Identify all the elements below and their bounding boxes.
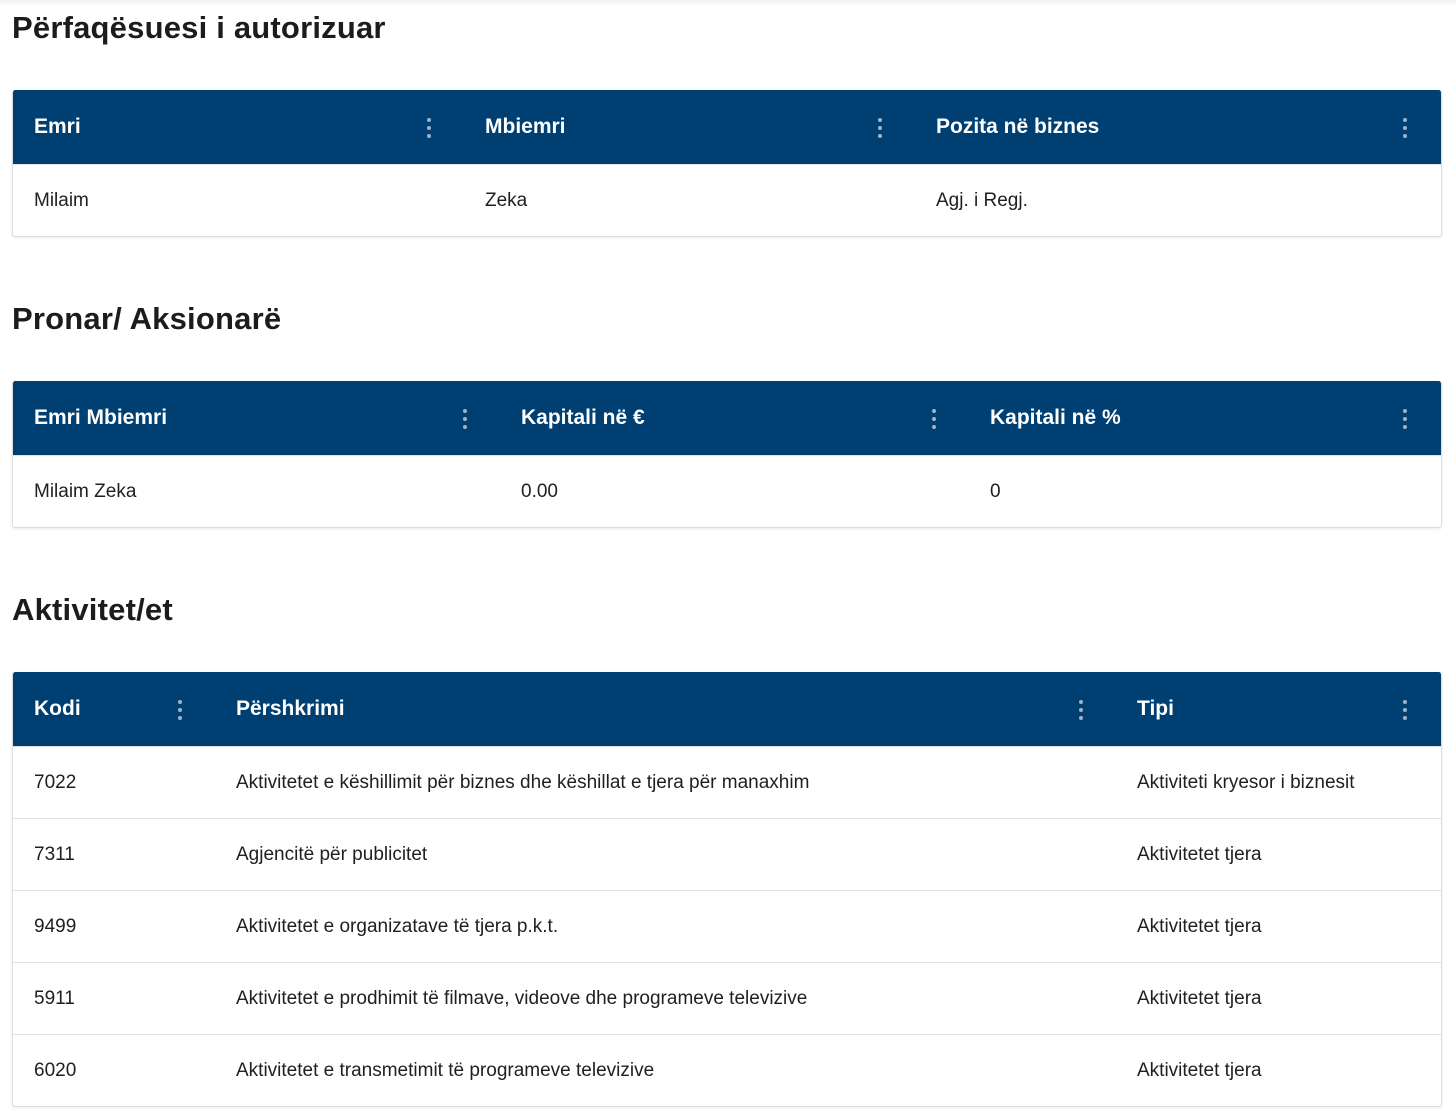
cell-pershkrimi: Aktivitetet e transmetimit të programeve televizive (236, 1060, 655, 1081)
cell-kodi: 7022 (34, 772, 77, 793)
column-header-kapitali-percent[interactable] (969, 381, 1441, 455)
table-row (13, 746, 1441, 818)
column-header-label: Përshkrimi (236, 697, 345, 720)
table-row (13, 455, 1441, 527)
column-header-tipi[interactable] (1116, 672, 1441, 746)
column-menu-icon[interactable] (932, 409, 936, 429)
column-header-emri-mbiemri[interactable] (13, 381, 500, 455)
column-menu-icon[interactable] (463, 409, 467, 429)
table-row (13, 890, 1441, 962)
column-menu-icon[interactable] (1079, 700, 1083, 720)
cell-pershkrimi: Aktivitetet e prodhimit të filmave, videove dhe programeve televizive (236, 988, 808, 1009)
table-row (13, 818, 1441, 890)
column-header-label: Pozita në biznes (936, 115, 1100, 138)
column-menu-icon[interactable] (1403, 700, 1407, 720)
owners-title: Pronar/ Aksionarë (12, 301, 282, 336)
column-header-kodi[interactable] (13, 672, 215, 746)
cell-tipi: Aktivitetet tjera (1137, 844, 1262, 865)
column-menu-icon[interactable] (1403, 409, 1407, 429)
authorized-title: Përfaqësuesi i autorizuar (12, 10, 386, 45)
cell-emri: Milaim (34, 190, 89, 211)
column-header-kapitali-euro[interactable] (500, 381, 969, 455)
activities-table (12, 672, 1442, 1107)
table-row (13, 962, 1441, 1034)
authorized-table-header (13, 90, 1441, 164)
table-row (13, 1034, 1441, 1106)
column-header-emri[interactable] (13, 90, 464, 164)
column-header-label: Emri Mbiemri (34, 406, 168, 429)
column-menu-icon[interactable] (427, 118, 431, 138)
authorized-table (12, 90, 1442, 237)
cell-emri-mbiemri: Milaim Zeka (34, 481, 137, 502)
top-shadow (0, 0, 1456, 6)
cell-kodi: 5911 (34, 988, 75, 1009)
activities-table-header (13, 672, 1441, 746)
column-header-label: Emri (34, 115, 81, 138)
column-header-label: Kodi (34, 697, 81, 720)
cell-tipi: Aktivitetet tjera (1137, 988, 1262, 1009)
activities-title: Aktivitet/et (12, 592, 173, 627)
cell-kapitali-percent: 0 (990, 481, 1001, 502)
cell-pershkrimi: Aktivitetet e këshillimit për biznes dhe këshillat e tjera për manaxhim (236, 772, 810, 793)
cell-pozita: Agj. i Regj. (936, 190, 1028, 211)
column-menu-icon[interactable] (1403, 118, 1407, 138)
column-header-label: Tipi (1137, 697, 1174, 720)
column-menu-icon[interactable] (178, 700, 182, 720)
owners-table (12, 381, 1442, 528)
cell-tipi: Aktivitetet tjera (1137, 1060, 1262, 1081)
column-header-mbiemri[interactable] (464, 90, 915, 164)
column-header-pershkrimi[interactable] (215, 672, 1116, 746)
column-header-label: Kapitali në % (990, 406, 1121, 429)
cell-pershkrimi: Agjencitë për publicitet (236, 844, 428, 865)
cell-kapitali-euro: 0.00 (521, 481, 558, 502)
cell-mbiemri: Zeka (485, 190, 528, 211)
column-header-label: Mbiemri (485, 115, 566, 138)
cell-kodi: 6020 (34, 1060, 77, 1081)
column-menu-icon[interactable] (878, 118, 882, 138)
cell-kodi: 7311 (34, 844, 75, 865)
table-row (13, 164, 1441, 236)
cell-kodi: 9499 (34, 916, 77, 937)
cell-tipi: Aktiviteti kryesor i biznesit (1137, 772, 1355, 793)
cell-pershkrimi: Aktivitetet e organizatave të tjera p.k.t. (236, 916, 559, 937)
column-header-label: Kapitali në € (521, 406, 645, 429)
owners-table-header (13, 381, 1441, 455)
column-header-pozita[interactable] (915, 90, 1441, 164)
cell-tipi: Aktivitetet tjera (1137, 916, 1262, 937)
